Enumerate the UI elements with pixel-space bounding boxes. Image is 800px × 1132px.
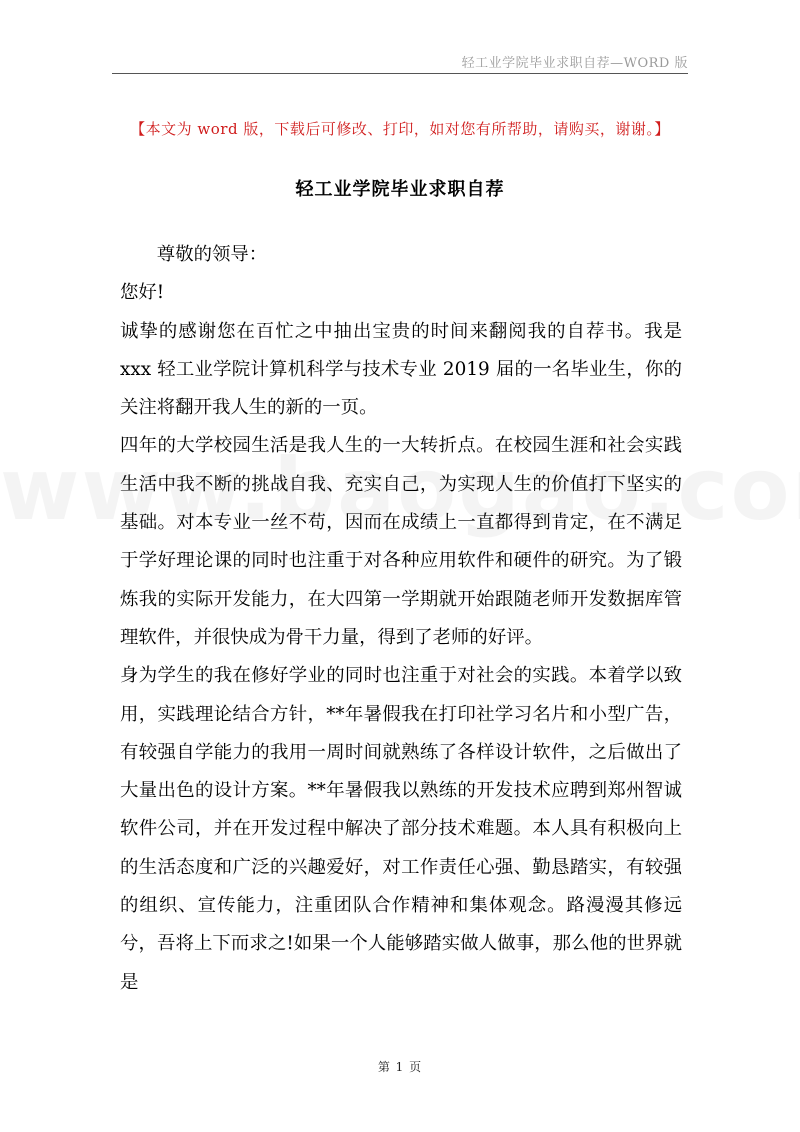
document-title: 轻工业学院毕业求职自荐 <box>295 179 505 200</box>
purchase-notice: 【本文为 word 版，下载后可修改、打印，如对您有所帮助，请购买，谢谢。】 <box>130 120 670 138</box>
salutation: 尊敬的领导： <box>156 244 268 265</box>
paragraph-social-practice: 身为学生的我在修好学业的同时也注重于对社会的实践。本着学以致用，实践理论结合方针，**年暑假我在打印社学习名片和小型广告，有较强自学能力的我用一周时间就熟练了各样设计软件，之后做出了大量出色的设计方案。**年暑假我以熟练的开发技术应聘到郑州智诚软件公司，并在开发过程中解决了部分技术难题。本人具有积极向上的生活态度和广泛的兴趣爱好，对工作责任心强、勤恳踏实，有较强的组织、宣传能力，注重团队合作精神和集体观念。路漫漫其修远兮，吾将上下而求之!如果一个人能够踏实做人做事，那么他的世界就是 <box>120 665 682 993</box>
document-body <box>120 236 682 1002</box>
header-divider <box>112 73 688 74</box>
paragraph-intro: 诚挚的感谢您在百忙之中抽出宝贵的时间来翻阅我的自荐书。我是 xxx 轻工业学院计算机科学与技术专业 2019 届的一名毕业生，你的关注将翻开我人生的新的一页。 <box>120 320 682 419</box>
page-number: 第 1 页 <box>377 1060 423 1074</box>
page-header: 轻工业学院毕业求职自荐—WORD 版 <box>461 56 688 71</box>
paragraph-greeting: 您好! <box>120 282 165 304</box>
paragraph-campus-life: 四年的大学校园生活是我人生的一大转折点。在校园生涯和社会实践生活中我不断的挑战自我、充实自己，为实现人生的价值打下坚实的基础。对本专业一丝不苟，因而在成绩上一直都得到肯定，在不满足于学好理论课的同时也注重于对各种应用软件和硬件的研究。为了锻炼我的实际开发能力，在大四第一学期就开始跟随老师开发数据库管理软件，并很快成为骨干力量，得到了老师的好评。 <box>120 435 682 648</box>
